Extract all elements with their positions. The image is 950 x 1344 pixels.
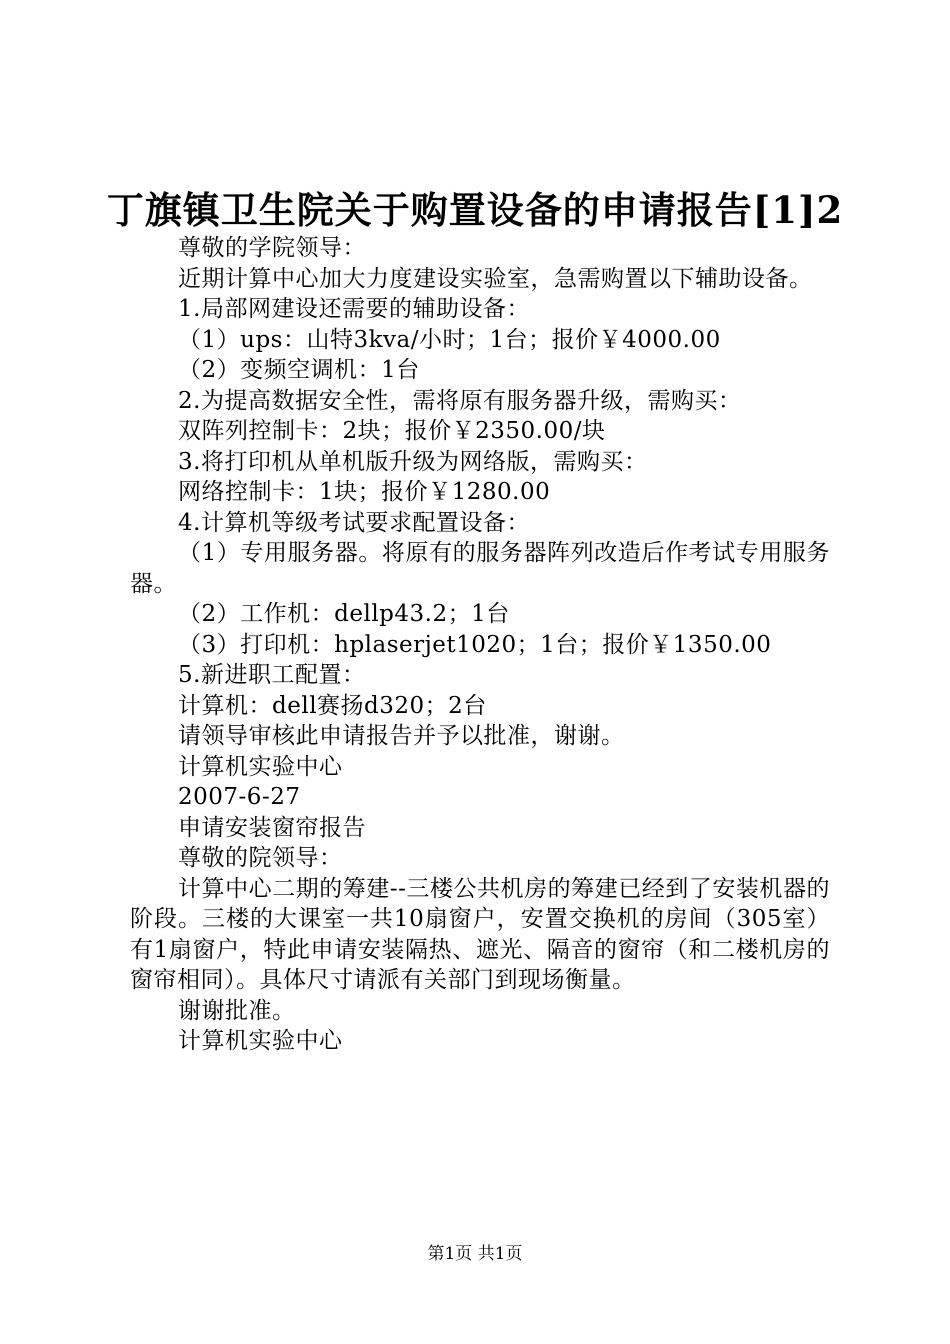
document-body	[130, 233, 830, 1057]
signature-date: 2007-6-27	[178, 784, 301, 810]
second-signature-org: 计算机实验中心	[178, 1028, 343, 1054]
second-body-paragraph: 计算中心二期的筹建--三楼公共机房的筹建已经到了安装机器的阶段。三楼的大课室一共10扇窗户，安置交换机的房间（305室）有1扇窗户，特此申请安装隔热、遮光、隔音的窗帘（和二楼机房的窗帘相同）。具体尺寸请派有关部门到现场衡量。	[130, 875, 830, 993]
item-4-heading: 4.计算机等级考试要求配置设备：	[178, 509, 530, 536]
item-4-line-3: （3）打印机：hplaserjet1020；1台；报价￥1350.00	[178, 631, 772, 658]
item-3-line-1: 网络控制卡：1块；报价￥1280.00	[178, 479, 551, 505]
second-report-title: 申请安装窗帘报告	[178, 814, 366, 841]
item-3-heading: 3.将打印机从单机版升级为网络版，需购买：	[178, 448, 648, 475]
item-1-line-2: （2）变频空调机：1台	[178, 357, 420, 383]
item-4-line-1: （1）专用服务器。将原有的服务器阵列改造后作考试专用服务器。	[130, 540, 830, 597]
document-title: 丁旗镇卫生院关于购置设备的申请报告[1]2	[106, 188, 844, 232]
item-5-heading: 5.新进职工配置：	[178, 662, 366, 688]
item-1-heading: 1.局部网建设还需要的辅助设备：	[178, 296, 530, 322]
item-4-line-2: （2）工作机：dellp43.2；1台	[178, 601, 510, 627]
second-closing: 谢谢批准。	[178, 997, 296, 1024]
signature-org: 计算机实验中心	[178, 753, 343, 780]
item-2-line-1: 双阵列控制卡：2块；报价￥2350.00/块	[178, 418, 606, 444]
page-footer: 第1页 共1页	[427, 1244, 523, 1264]
salutation: 尊敬的学院领导：	[178, 235, 366, 261]
closing-request: 请领导审核此申请报告并予以批准，谢谢。	[178, 723, 625, 749]
item-2-heading: 2.为提高数据安全性，需将原有服务器升级，需购买：	[178, 387, 742, 414]
second-salutation: 尊敬的院领导：	[178, 845, 343, 871]
item-1-line-1: （1）ups：山特3kva/小时；1台；报价￥4000.00	[178, 326, 721, 353]
intro-paragraph: 近期计算中心加大力度建设实验室，急需购置以下辅助设备。	[178, 265, 813, 292]
item-5-line-1: 计算机：dell赛扬d320；2台	[178, 692, 487, 719]
